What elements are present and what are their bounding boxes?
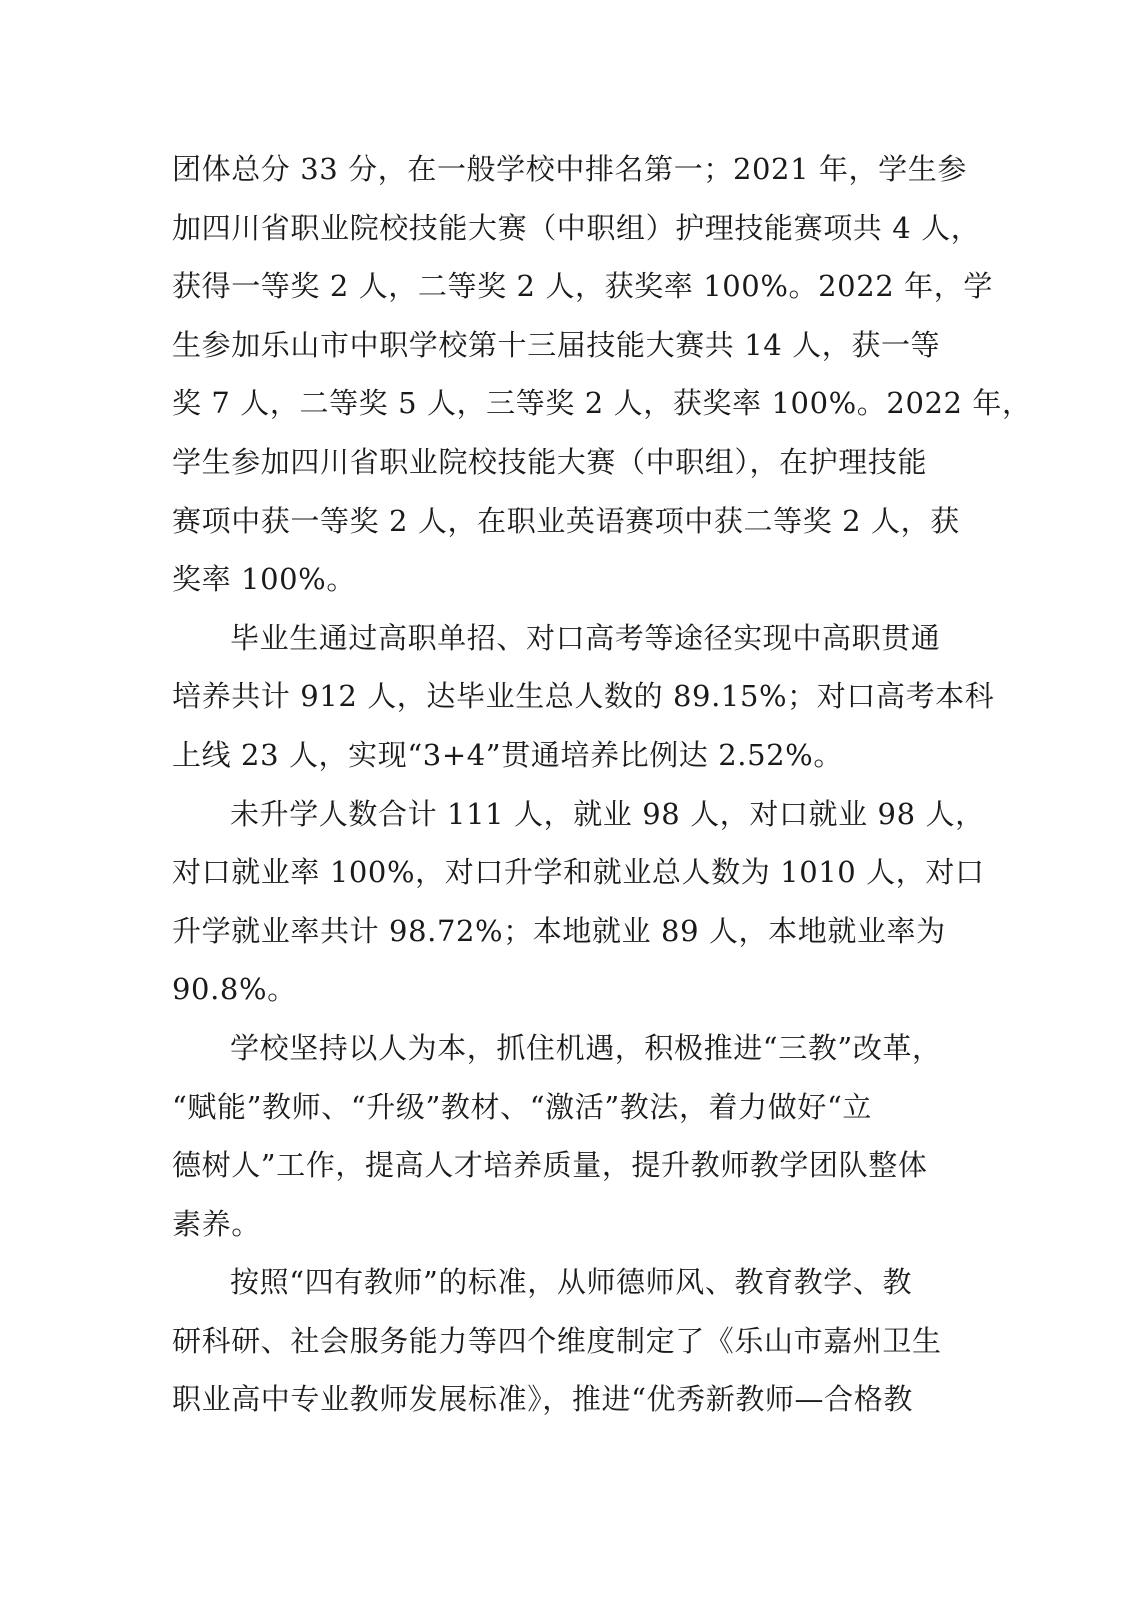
text-line: 学校坚持以人为本，抓住机遇，积极推进“三教”改革， [230, 1030, 942, 1065]
text-line: 未升学人数合计 111 人，就业 98 人，对口就业 98 人， [230, 796, 985, 831]
body-text [172, 140, 1032, 1429]
text-line: “赋能”教师、“升级”教材、“激活”教法，着力做好“立 [172, 1089, 872, 1124]
text-line: 德树人”工作，提高人才培养质量，提升教师教学团队整体 [172, 1148, 928, 1183]
text-line: 生参加乐山市中职学校第十三届技能大赛共 14 人，获一等 [172, 327, 941, 362]
paragraph-employment [172, 785, 985, 1019]
text-line: 奖率 100%。 [172, 562, 356, 597]
text-line: 获得一等奖 2 人，二等奖 2 人，获奖率 100%。2022 年，学 [172, 269, 993, 304]
text-line: 素养。 [172, 1206, 261, 1241]
text-line: 研科研、社会服务能力等四个维度制定了《乐山市嘉州卫生 [172, 1323, 942, 1358]
text-line: 赛项中获一等奖 2 人，在职业英语赛项中获二等奖 2 人，获 [172, 503, 960, 538]
text-line: 毕业生通过高职单招、对口高考等途径实现中高职贯通 [230, 620, 941, 655]
text-line: 90.8%。 [172, 972, 297, 1007]
text-line: 对口就业率 100%，对口升学和就业总人数为 1010 人，对口 [172, 855, 985, 890]
text-line: 加四川省职业院校技能大赛（中职组）护理技能赛项共 4 人， [172, 210, 981, 245]
text-line: 团体总分 33 分，在一般学校中排名第一；2021 年，学生参 [172, 152, 967, 186]
text-line: 奖 7 人，二等奖 5 人，三等奖 2 人，获奖率 100%。2022 年， [172, 386, 1032, 421]
text-line: 上线 23 人，实现“3+4”贯通培养比例达 2.52%。 [172, 737, 843, 772]
paragraph-teaching-reform [172, 1019, 952, 1253]
paragraph-teacher-standards [172, 1253, 952, 1429]
paragraph-further-education [172, 609, 995, 785]
text-line: 学生参加四川省职业院校技能大赛（中职组），在护理技能 [172, 444, 928, 479]
text-line: 按照“四有教师”的标准，从师德师风、教育教学、教 [230, 1265, 913, 1300]
text-line: 培养共计 912 人，达毕业生总人数的 89.15%；对口高考本科 [172, 679, 995, 714]
paragraph-competition-results [172, 140, 1032, 609]
text-line: 升学就业率共计 98.72%；本地就业 89 人，本地就业率为 [172, 913, 946, 948]
text-line: 职业高中专业教师发展标准》，推进“优秀新教师—合格教 [172, 1382, 913, 1417]
